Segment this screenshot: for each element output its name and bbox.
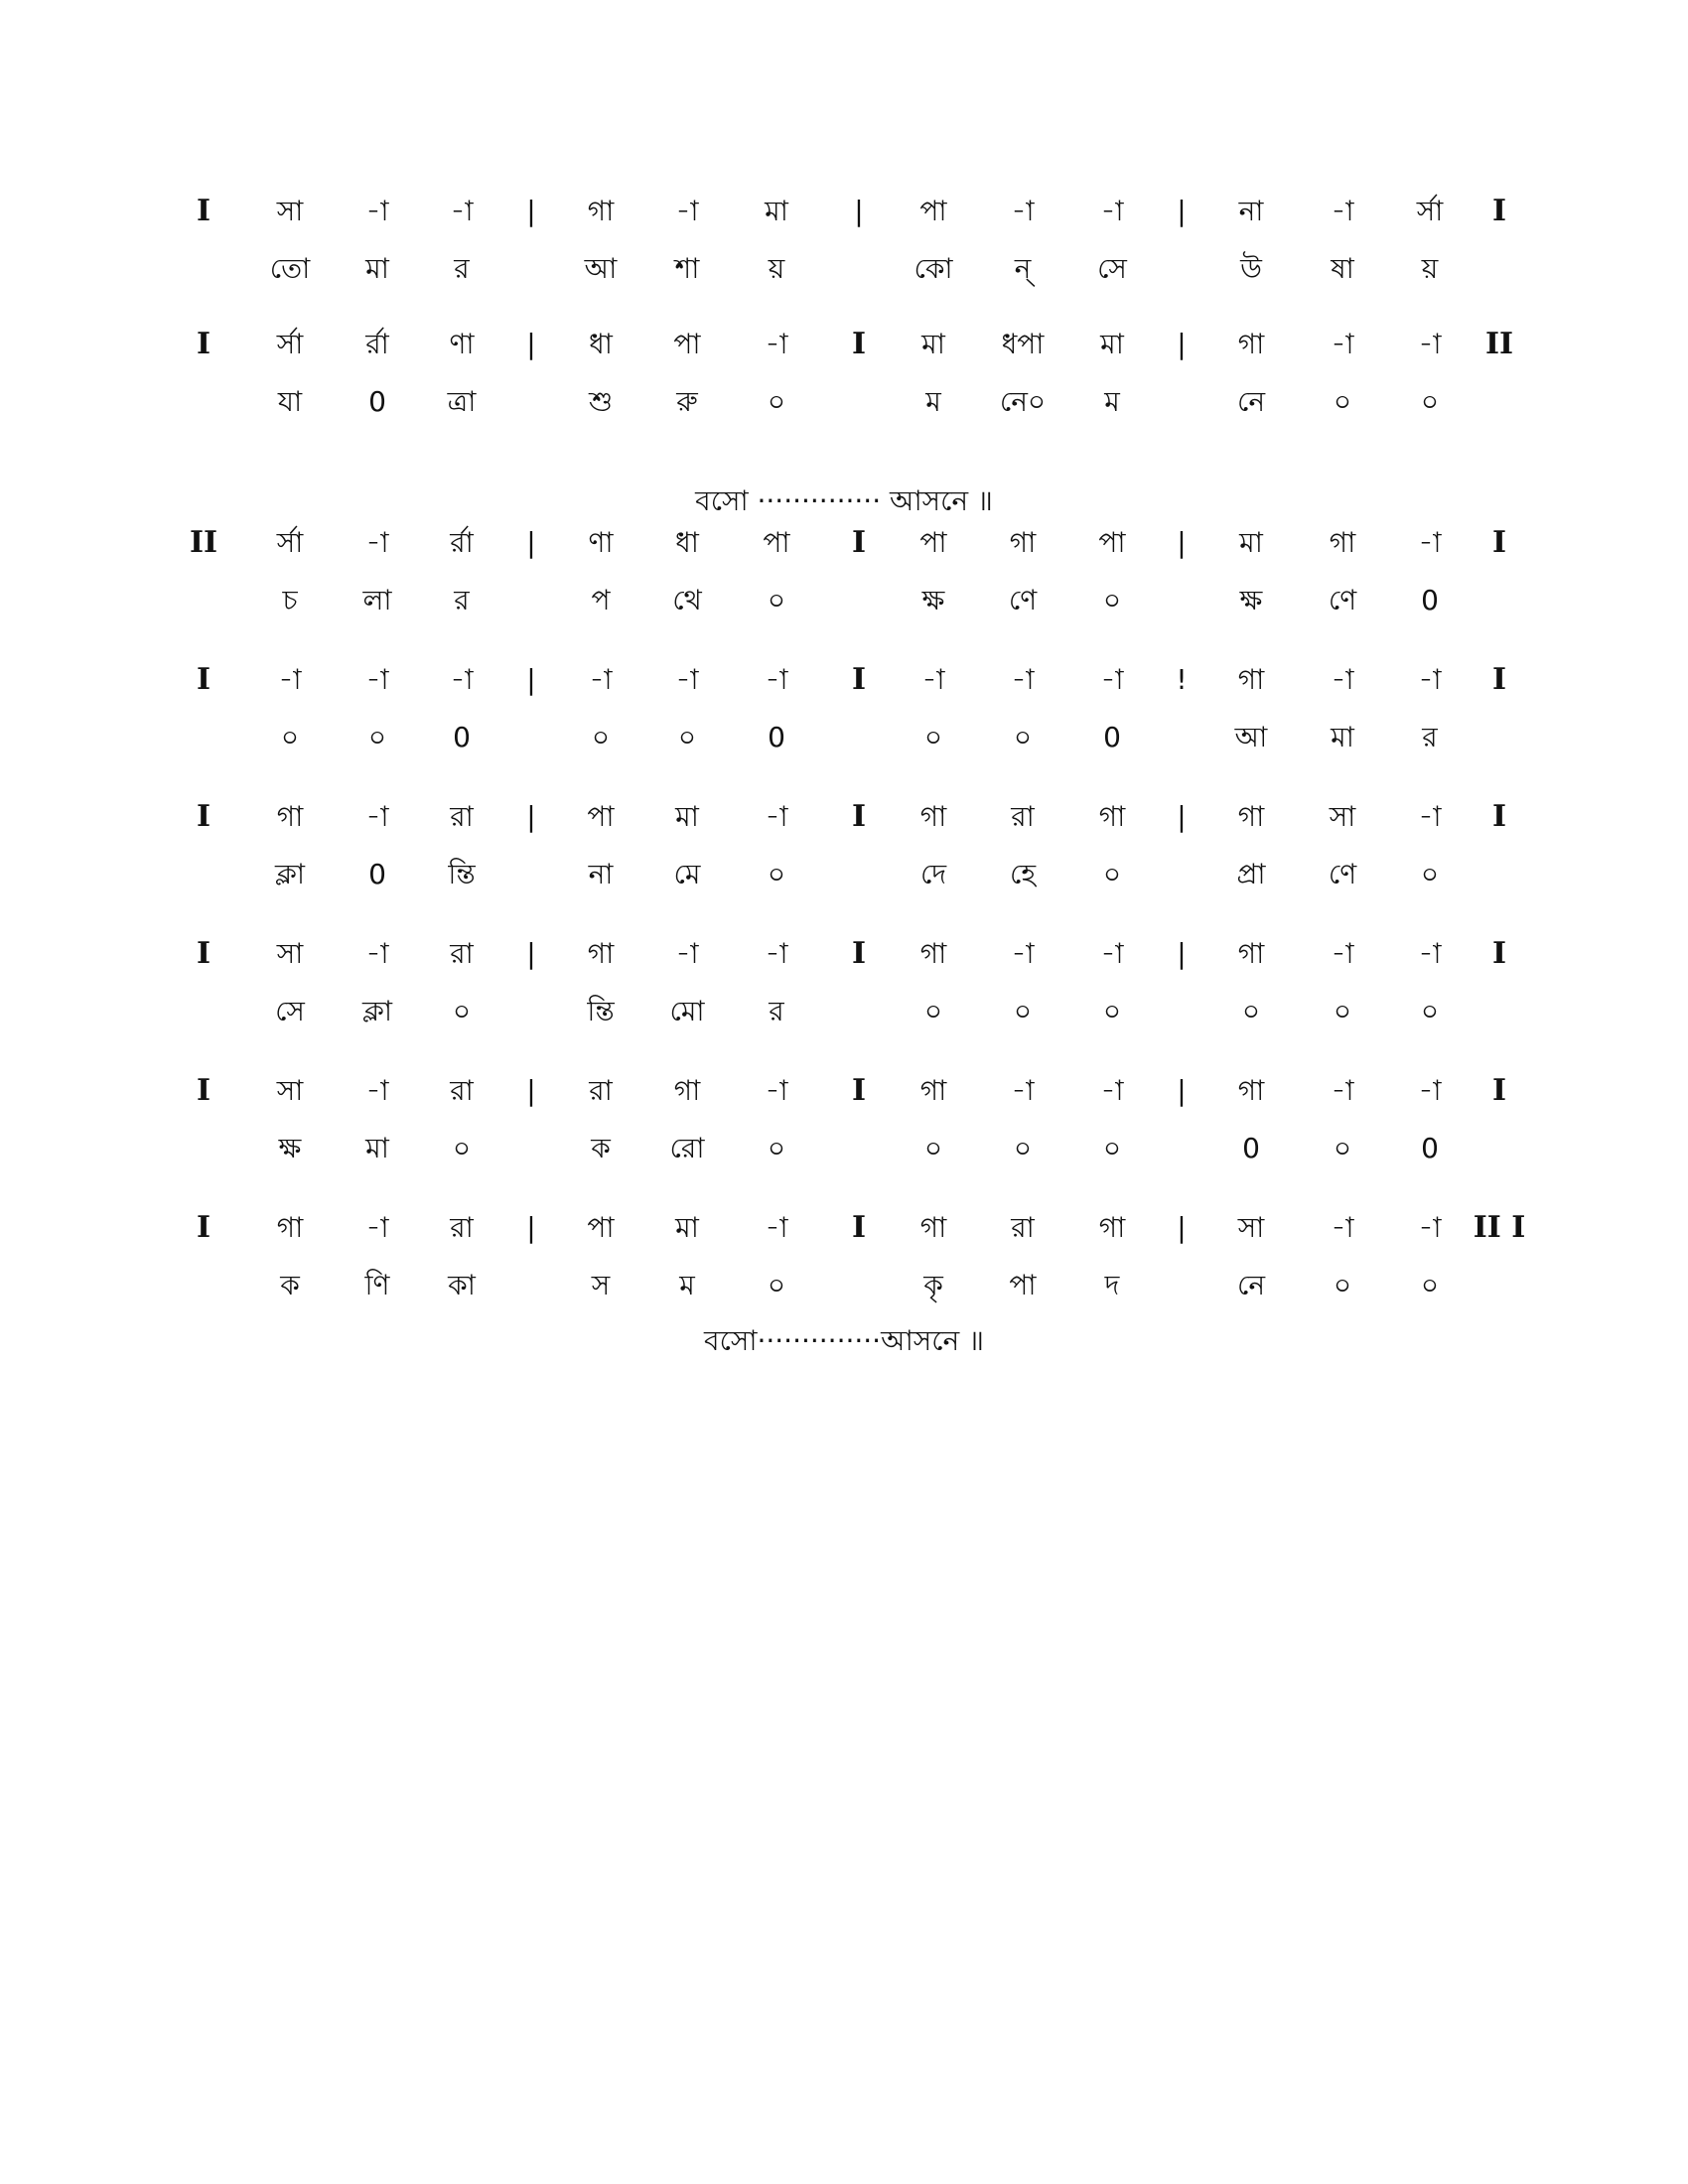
- bar-line: !: [1176, 663, 1188, 696]
- bar-line: |: [526, 526, 536, 559]
- lyric-syllable: রো: [669, 1132, 705, 1164]
- swara-note: র্সা: [276, 526, 304, 559]
- swara-note: গা: [1009, 526, 1037, 559]
- lyric-syllable: র: [769, 995, 784, 1027]
- bar-line: |: [526, 1211, 536, 1244]
- notation-line: [0, 1211, 1688, 1330]
- bar-line: |: [526, 328, 536, 360]
- swara-note: রা: [450, 1211, 474, 1244]
- swara-note: ণা: [449, 328, 475, 360]
- lyric-syllable: ০: [1102, 584, 1122, 616]
- swara-note: -া: [278, 663, 302, 696]
- lyric-syllable: ০: [767, 584, 786, 616]
- lyric-syllable: য়: [768, 252, 785, 285]
- lyric-syllable: 0: [1242, 1132, 1260, 1164]
- bar-line: I: [851, 1073, 867, 1108]
- lyric-syllable: থে: [672, 584, 702, 616]
- bar-line: I: [1491, 662, 1507, 697]
- swara-note: রা: [1011, 1211, 1035, 1244]
- swara-note: -া: [1418, 1074, 1442, 1107]
- lyric-syllable: ০: [1420, 385, 1440, 418]
- bar-line: |: [526, 800, 536, 833]
- lyric-syllable: ণে: [1008, 584, 1038, 616]
- bar-line: I: [1491, 799, 1507, 834]
- swara-note: ণা: [588, 526, 614, 559]
- lyric-syllable: ষা: [1331, 252, 1354, 285]
- swara-note: র্সা: [276, 328, 304, 360]
- lyric-syllable: ক্ষ: [921, 584, 945, 616]
- lyric-syllable: ০: [1333, 385, 1352, 418]
- lyric-syllable: ০: [1102, 1132, 1122, 1164]
- swara-note: মা: [675, 1211, 699, 1244]
- lyric-syllable: য়: [1421, 252, 1439, 285]
- lyric-syllable: আ: [584, 252, 618, 285]
- swara-note: রা: [450, 937, 474, 970]
- swara-note: -া: [675, 937, 699, 970]
- bar-line: I: [851, 662, 867, 697]
- bar-line: |: [1177, 937, 1187, 970]
- lyric-syllable: ন্তি: [587, 995, 615, 1027]
- bar-line: I: [1491, 936, 1507, 971]
- bar-line: |: [1177, 800, 1187, 833]
- notation-line: [0, 663, 1688, 782]
- swara-note: -া: [1418, 663, 1442, 696]
- swara-note: গা: [1237, 328, 1265, 360]
- lyric-syllable: ০: [1420, 1269, 1440, 1301]
- swara-note: পা: [919, 526, 947, 559]
- swara-note: -া: [765, 800, 788, 833]
- bar-line: I: [851, 799, 867, 834]
- lyric-syllable: 0: [1421, 1132, 1439, 1164]
- bar-line: |: [1177, 195, 1187, 227]
- swara-note: সা: [276, 195, 304, 227]
- swara-note: গা: [587, 937, 615, 970]
- bar-line: I: [851, 936, 867, 971]
- lyric-syllable: ০: [767, 1269, 786, 1301]
- swara-note: গা: [1237, 800, 1265, 833]
- bar-line: I: [196, 936, 211, 971]
- swara-note: -া: [365, 937, 389, 970]
- swara-note: গা: [587, 195, 615, 227]
- swara-note: সা: [1329, 800, 1356, 833]
- bar-line: I: [196, 1210, 211, 1245]
- bar-line: I: [1491, 194, 1507, 228]
- lyric-syllable: 0: [1103, 721, 1121, 753]
- swara-note: মা: [1239, 526, 1263, 559]
- lyric-syllable: ০: [1420, 858, 1440, 890]
- lyric-syllable: ম: [679, 1269, 695, 1301]
- lyric-syllable: মা: [365, 252, 389, 285]
- swara-note: -া: [1011, 937, 1035, 970]
- swara-note: রা: [1011, 800, 1035, 833]
- swara-note: র্রা: [365, 328, 389, 360]
- swara-note: -া: [675, 195, 699, 227]
- bar-line: I: [1491, 525, 1507, 560]
- swara-note: -া: [1418, 526, 1442, 559]
- bar-line: |: [1177, 1211, 1187, 1244]
- bar-line: II: [1484, 327, 1514, 361]
- swara-note: গা: [919, 1211, 947, 1244]
- swara-note: র্রা: [450, 526, 474, 559]
- swara-note: গা: [919, 800, 947, 833]
- swara-note: গা: [1237, 1074, 1265, 1107]
- lyric-syllable: ০: [1013, 1132, 1033, 1164]
- swara-note: -া: [765, 328, 788, 360]
- lyric-syllable: ০: [452, 1132, 472, 1164]
- bar-line: II: [189, 525, 218, 560]
- swara-note: না: [1238, 195, 1264, 227]
- lyric-syllable: না: [588, 858, 614, 890]
- swara-note: -া: [365, 1211, 389, 1244]
- swara-note: -া: [1011, 1074, 1035, 1107]
- lyric-syllable: ০: [1333, 995, 1352, 1027]
- bar-line: I: [1491, 1073, 1507, 1108]
- swara-note: -া: [765, 937, 788, 970]
- lyric-syllable: ত্রা: [447, 385, 477, 418]
- lyric-syllable: শা: [674, 252, 700, 285]
- lyric-syllable: ০: [1013, 721, 1033, 753]
- lyric-syllable: ০: [452, 995, 472, 1027]
- swara-note: সা: [276, 937, 304, 970]
- notation-line: [0, 526, 1688, 645]
- lyric-syllable: নে: [1236, 1269, 1266, 1301]
- lyric-syllable: কৃ: [923, 1269, 943, 1301]
- bar-line: |: [1177, 328, 1187, 360]
- swara-note: -া: [1011, 195, 1035, 227]
- swara-note: -া: [1100, 937, 1124, 970]
- swara-note: গা: [1329, 526, 1356, 559]
- lyric-syllable: ০: [923, 721, 943, 753]
- swara-note: গা: [919, 1074, 947, 1107]
- swara-note: -া: [765, 663, 788, 696]
- lyric-syllable: মো: [669, 995, 705, 1027]
- swara-note: -া: [1331, 1074, 1354, 1107]
- swara-note: -া: [675, 663, 699, 696]
- lyric-syllable: ক: [591, 1132, 611, 1164]
- lyric-syllable: 0: [453, 721, 471, 753]
- swara-note: পা: [763, 526, 790, 559]
- swara-note: -া: [765, 1074, 788, 1107]
- swara-note: -া: [1418, 328, 1442, 360]
- swara-note: -া: [365, 663, 389, 696]
- lyric-syllable: ০: [923, 1132, 943, 1164]
- swara-note: সা: [276, 1074, 304, 1107]
- notation-line: [0, 800, 1688, 919]
- lyric-syllable: 0: [768, 721, 785, 753]
- swara-note: -া: [921, 663, 945, 696]
- lyric-syllable: ০: [767, 385, 786, 418]
- lyric-syllable: ০: [1102, 995, 1122, 1027]
- swara-note: -া: [589, 663, 613, 696]
- lyric-syllable: র: [454, 252, 470, 285]
- bar-line: I: [196, 1073, 211, 1108]
- lyric-syllable: ০: [367, 721, 387, 753]
- notation-line: [0, 1074, 1688, 1193]
- bar-line: I: [196, 662, 211, 697]
- bar-line: |: [526, 195, 536, 227]
- swara-note: সা: [1237, 1211, 1265, 1244]
- bar-line: I: [851, 525, 867, 560]
- lyric-syllable: ০: [1333, 1132, 1352, 1164]
- lyric-syllable: 0: [368, 385, 386, 418]
- lyric-syllable: নে০: [999, 385, 1047, 418]
- swara-note: -া: [765, 1211, 788, 1244]
- swara-note: ধা: [675, 526, 699, 559]
- lyric-syllable: ০: [923, 995, 943, 1027]
- lyric-syllable: ০: [1013, 995, 1033, 1027]
- lyric-syllable: মা: [365, 1132, 389, 1164]
- swara-note: ধা: [589, 328, 613, 360]
- lyric-syllable: স: [591, 1269, 611, 1301]
- lyric-syllable: প্রা: [1236, 858, 1266, 890]
- lyric-syllable: 0: [1421, 584, 1439, 616]
- swara-note: ধপা: [1001, 328, 1045, 360]
- lyric-syllable: র: [454, 584, 470, 616]
- lyric-syllable: ণে: [1328, 858, 1357, 890]
- lyric-syllable: ণি: [364, 1269, 390, 1301]
- swara-note: -া: [365, 1074, 389, 1107]
- lyric-syllable: চ: [282, 584, 298, 616]
- lyric-syllable: ক্লা: [274, 858, 306, 890]
- lyric-syllable: যা: [277, 385, 303, 418]
- swara-note: পা: [587, 1211, 615, 1244]
- lyric-syllable: লা: [362, 584, 392, 616]
- swara-note: -া: [450, 195, 474, 227]
- lyric-syllable: মে: [673, 858, 701, 890]
- swara-note: র্সা: [1416, 195, 1444, 227]
- lyric-syllable: ০: [767, 858, 786, 890]
- swara-note: -া: [1100, 195, 1124, 227]
- swara-note: মা: [921, 328, 945, 360]
- refrain-line: বসো ·············· আসনে ॥: [695, 484, 993, 517]
- lyric-syllable: উ: [1240, 252, 1262, 285]
- swara-note: -া: [365, 195, 389, 227]
- swara-note: পা: [673, 328, 701, 360]
- swara-note: মা: [675, 800, 699, 833]
- swara-note: পা: [1098, 526, 1126, 559]
- swara-note: গা: [919, 937, 947, 970]
- lyric-syllable: রু: [676, 385, 698, 418]
- notation-line: [0, 328, 1688, 447]
- bar-line: I: [196, 194, 211, 228]
- swara-note: গা: [1237, 937, 1265, 970]
- swara-note: গা: [1098, 1211, 1126, 1244]
- swara-note: গা: [276, 800, 304, 833]
- swara-note: -া: [1418, 800, 1442, 833]
- bar-line: |: [526, 937, 536, 970]
- lyric-syllable: শু: [588, 385, 614, 418]
- lyric-syllable: দ: [1104, 1269, 1120, 1301]
- lyric-syllable: ০: [1333, 1269, 1352, 1301]
- refrain-line: বসো··············আসনে ॥: [704, 1324, 984, 1357]
- swara-note: পা: [919, 195, 947, 227]
- lyric-syllable: কা: [448, 1269, 476, 1301]
- swara-note: -া: [365, 800, 389, 833]
- lyric-syllable: ০: [591, 721, 611, 753]
- swara-note: গা: [276, 1211, 304, 1244]
- lyric-syllable: সে: [275, 995, 305, 1027]
- lyric-syllable: ০: [767, 1132, 786, 1164]
- swara-note: গা: [1237, 663, 1265, 696]
- lyric-syllable: ম: [925, 385, 941, 418]
- swara-note: -া: [1331, 195, 1354, 227]
- lyric-syllable: 0: [368, 858, 386, 890]
- lyric-syllable: ০: [1420, 995, 1440, 1027]
- swara-note: -া: [1011, 663, 1035, 696]
- swara-note: গা: [673, 1074, 701, 1107]
- lyric-syllable: হে: [1009, 858, 1037, 890]
- swara-note: পা: [587, 800, 615, 833]
- bar-line: |: [526, 1074, 536, 1107]
- swara-note: রা: [450, 800, 474, 833]
- swara-note: -া: [1331, 937, 1354, 970]
- lyric-syllable: ম: [1104, 385, 1120, 418]
- swara-note: -া: [365, 526, 389, 559]
- bar-line: I: [851, 327, 867, 361]
- bar-line: I: [196, 799, 211, 834]
- lyric-syllable: নে: [1236, 385, 1266, 418]
- bar-line: II I: [1473, 1210, 1526, 1245]
- swara-note: গা: [1098, 800, 1126, 833]
- swara-note: -া: [1331, 663, 1354, 696]
- swara-note: -া: [1331, 328, 1354, 360]
- lyric-syllable: পা: [1009, 1269, 1037, 1301]
- lyric-syllable: ক: [280, 1269, 300, 1301]
- notation-line: [0, 195, 1688, 314]
- swara-note: -া: [1331, 1211, 1354, 1244]
- lyric-syllable: প: [591, 584, 611, 616]
- swara-note: -া: [1100, 663, 1124, 696]
- lyric-syllable: মা: [1331, 721, 1354, 753]
- swara-note: -া: [1418, 937, 1442, 970]
- bar-line: I: [851, 1210, 867, 1245]
- lyric-syllable: ক্ষ: [1239, 584, 1263, 616]
- swara-note: -া: [1100, 1074, 1124, 1107]
- lyric-syllable: ন্তি: [448, 858, 476, 890]
- lyric-syllable: ক্ষ: [278, 1132, 302, 1164]
- lyric-syllable: ক্লা: [361, 995, 393, 1027]
- lyric-syllable: ০: [1241, 995, 1261, 1027]
- swara-note: রা: [450, 1074, 474, 1107]
- bar-line: |: [1177, 1074, 1187, 1107]
- lyric-syllable: সে: [1097, 252, 1127, 285]
- bar-line: |: [1177, 526, 1187, 559]
- swara-note: রা: [589, 1074, 613, 1107]
- notation-line: [0, 937, 1688, 1056]
- lyric-syllable: কো: [914, 252, 953, 285]
- lyric-syllable: তো: [269, 252, 311, 285]
- lyric-syllable: ০: [1102, 858, 1122, 890]
- bar-line: |: [526, 663, 536, 696]
- bar-line: |: [854, 195, 864, 227]
- lyric-syllable: দে: [919, 858, 947, 890]
- swara-note: -া: [450, 663, 474, 696]
- swara-note: মা: [1100, 328, 1124, 360]
- lyric-syllable: ০: [677, 721, 697, 753]
- swara-note: -া: [1418, 1211, 1442, 1244]
- lyric-syllable: ০: [280, 721, 300, 753]
- bar-line: I: [196, 327, 211, 361]
- lyric-syllable: ন্: [1014, 252, 1032, 285]
- lyric-syllable: র: [1422, 721, 1438, 753]
- lyric-syllable: ণে: [1328, 584, 1357, 616]
- lyric-syllable: আ: [1234, 721, 1268, 753]
- swara-note: মা: [765, 195, 788, 227]
